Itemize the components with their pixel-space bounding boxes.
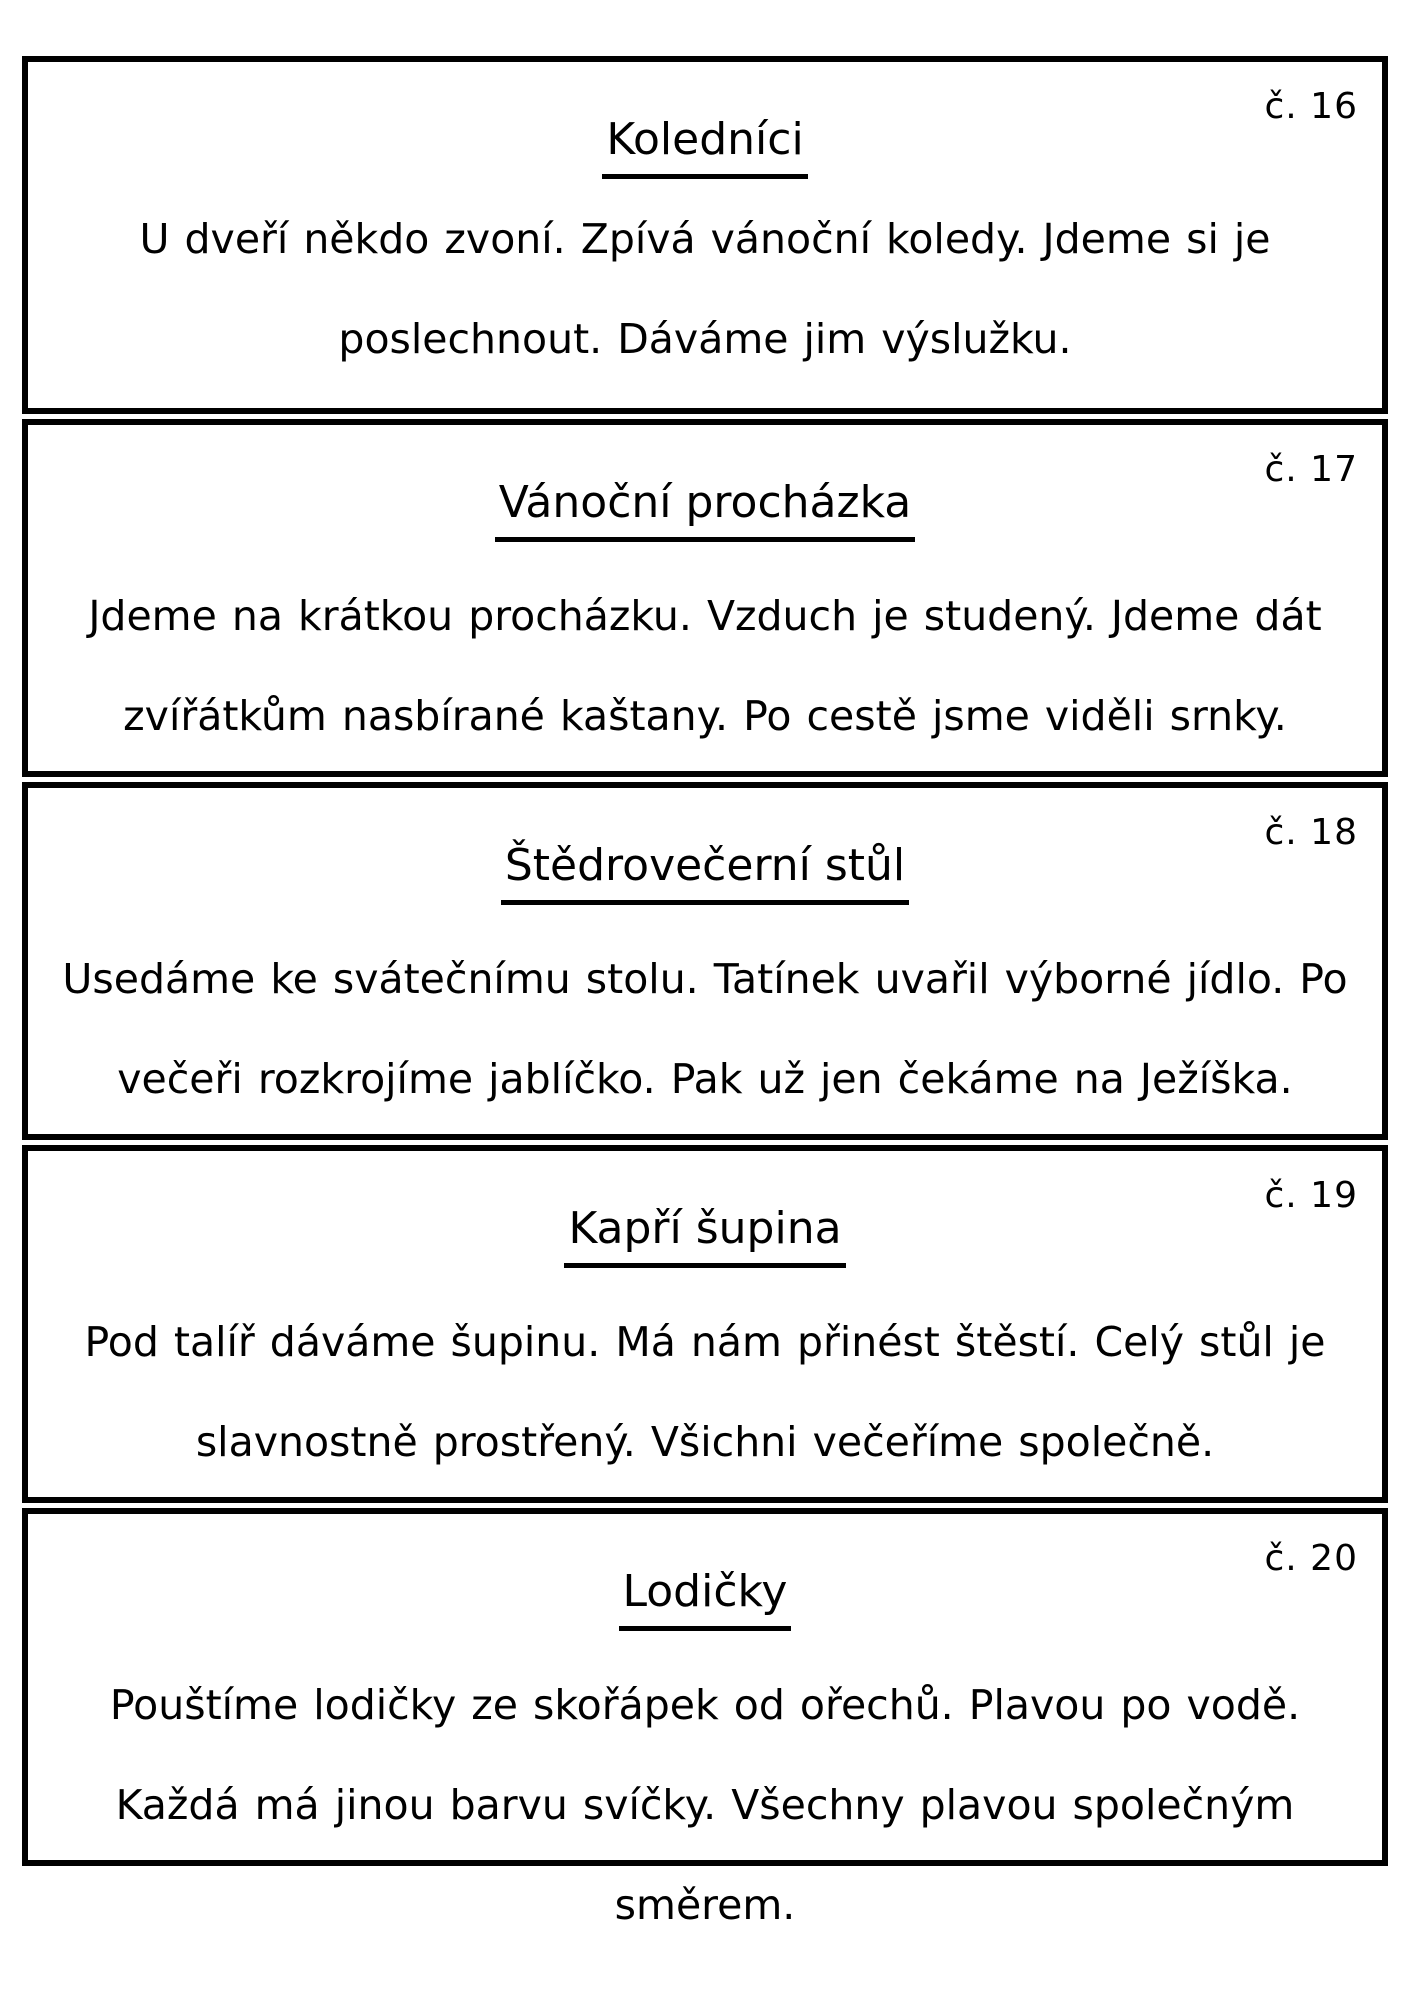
- story-card: [22, 1508, 1388, 1929]
- card-title: Kapří šupina: [564, 1199, 845, 1268]
- card-number: č. 20: [1264, 1538, 1358, 1579]
- card-title: Vánoční procházka: [495, 473, 916, 542]
- card-title: Koledníci: [602, 110, 807, 179]
- card-text: Pouštíme lodičky ze skořápek od ořechů. Plavou po vodě. Každá má jinou barvu svíčky. Všechny plavou společným směrem.: [109, 1681, 1301, 1929]
- card-number: č. 18: [1264, 812, 1358, 853]
- card-text: U dveří někdo zvoní. Zpívá vánoční koledy. Jdeme si je poslechnout. Dáváme jim výslužku.: [139, 215, 1271, 363]
- card-title: Lodičky: [619, 1562, 792, 1631]
- card-number: č. 19: [1264, 1175, 1358, 1216]
- story-card: [22, 419, 1388, 777]
- card-sheet: [22, 56, 1388, 1929]
- story-card: [22, 56, 1388, 414]
- card-number: č. 17: [1264, 449, 1358, 490]
- card-title: Štědrovečerní stůl: [501, 836, 909, 905]
- card-text: Jdeme na krátkou procházku. Vzduch je studený. Jdeme dát zvířátkům nasbírané kaštany. Po cestě jsme viděli srnky.: [88, 592, 1322, 740]
- card-number: č. 16: [1264, 86, 1358, 127]
- card-text: Pod talíř dáváme šupinu. Má nám přinést štěstí. Celý stůl je slavnostně prostřený. Všichni večeříme společně.: [84, 1318, 1326, 1466]
- card-text: Usedáme ke svátečnímu stolu. Tatínek uvařil výborné jídlo. Po večeři rozkrojíme jablíčko. Pak už jen čekáme na Ježíška.: [62, 955, 1348, 1103]
- story-card: [22, 1145, 1388, 1503]
- story-card: [22, 782, 1388, 1140]
